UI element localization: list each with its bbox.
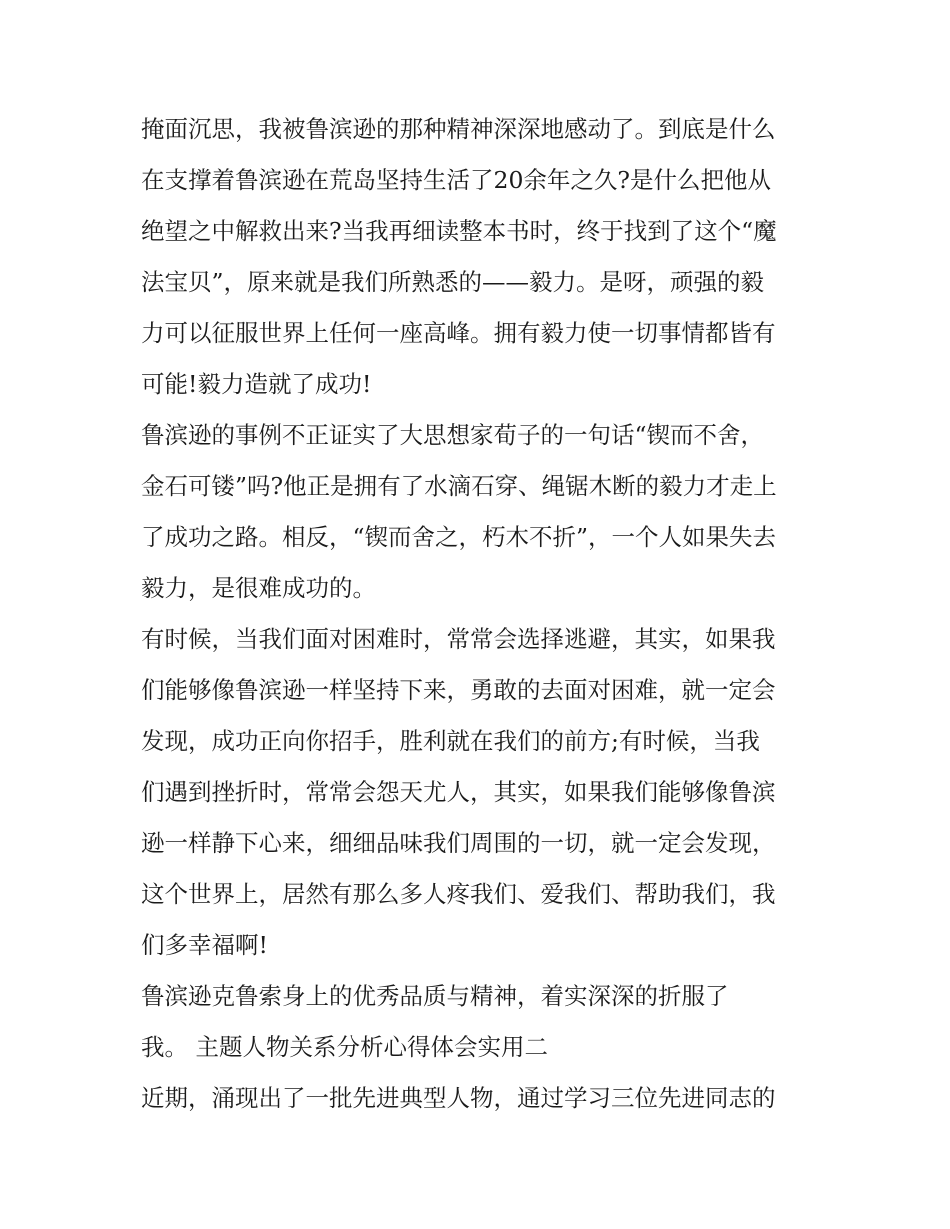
- text-line: 们遇到挫折时，常常会怨天尤人，其实，如果我们能够像鲁滨: [141, 778, 776, 806]
- section-heading-line: 我。 主题人物关系分析心得体会实用二: [141, 1033, 548, 1061]
- text-line: 们多幸福啊!: [141, 931, 268, 959]
- text-line: 法宝贝”，原来就是我们所熟悉的——毅力。是呀，顽强的毅: [141, 268, 765, 296]
- text-line: 这个世界上，居然有那么多人疼我们、爱我们、帮助我们，我: [141, 880, 776, 908]
- text-line: 毅力，是很难成功的。: [141, 574, 376, 602]
- text-line: 鲁滨逊的事例不正证实了大思想家荀子的一句话“锲而不舍，: [141, 421, 765, 449]
- text-line: 鲁滨逊克鲁索身上的优秀品质与精神，着实深深的折服了: [141, 982, 729, 1010]
- text-line: 金石可镂”吗?他正是拥有了水滴石穿、绳锯木断的毅力才走上: [141, 472, 777, 500]
- text-line: 可能!毅力造就了成功!: [141, 370, 372, 398]
- text-line: 逊一样静下心来，细细品味我们周围的一切，就一定会发现，: [141, 829, 776, 857]
- text-line: 绝望之中解救出来?当我再细读整本书时，终于找到了这个“魔: [141, 217, 777, 245]
- text-line: 在支撑着鲁滨逊在荒岛坚持生活了20余年之久?是什么把他从: [141, 166, 772, 194]
- text-line: 了成功之路。相反，“锲而舍之，朽木不折”，一个人如果失去: [141, 523, 777, 551]
- text-line: 发现，成功正向你招手，胜利就在我们的前方;有时候，当我: [141, 727, 760, 755]
- text-line: 掩面沉思，我被鲁滨逊的那种精神深深地感动了。到底是什么: [141, 115, 776, 143]
- text-line: 力可以征服世界上任何一座高峰。拥有毅力使一切事情都皆有: [141, 319, 776, 347]
- body-text: [141, 104, 821, 1124]
- text-line: 们能够像鲁滨逊一样坚持下来，勇敢的去面对困难，就一定会: [141, 676, 776, 704]
- text-line: 有时候，当我们面对困难时，常常会选择逃避，其实，如果我: [141, 625, 776, 653]
- text-line: 近期，涌现出了一批先进典型人物，通过学习三位先进同志的: [141, 1084, 776, 1112]
